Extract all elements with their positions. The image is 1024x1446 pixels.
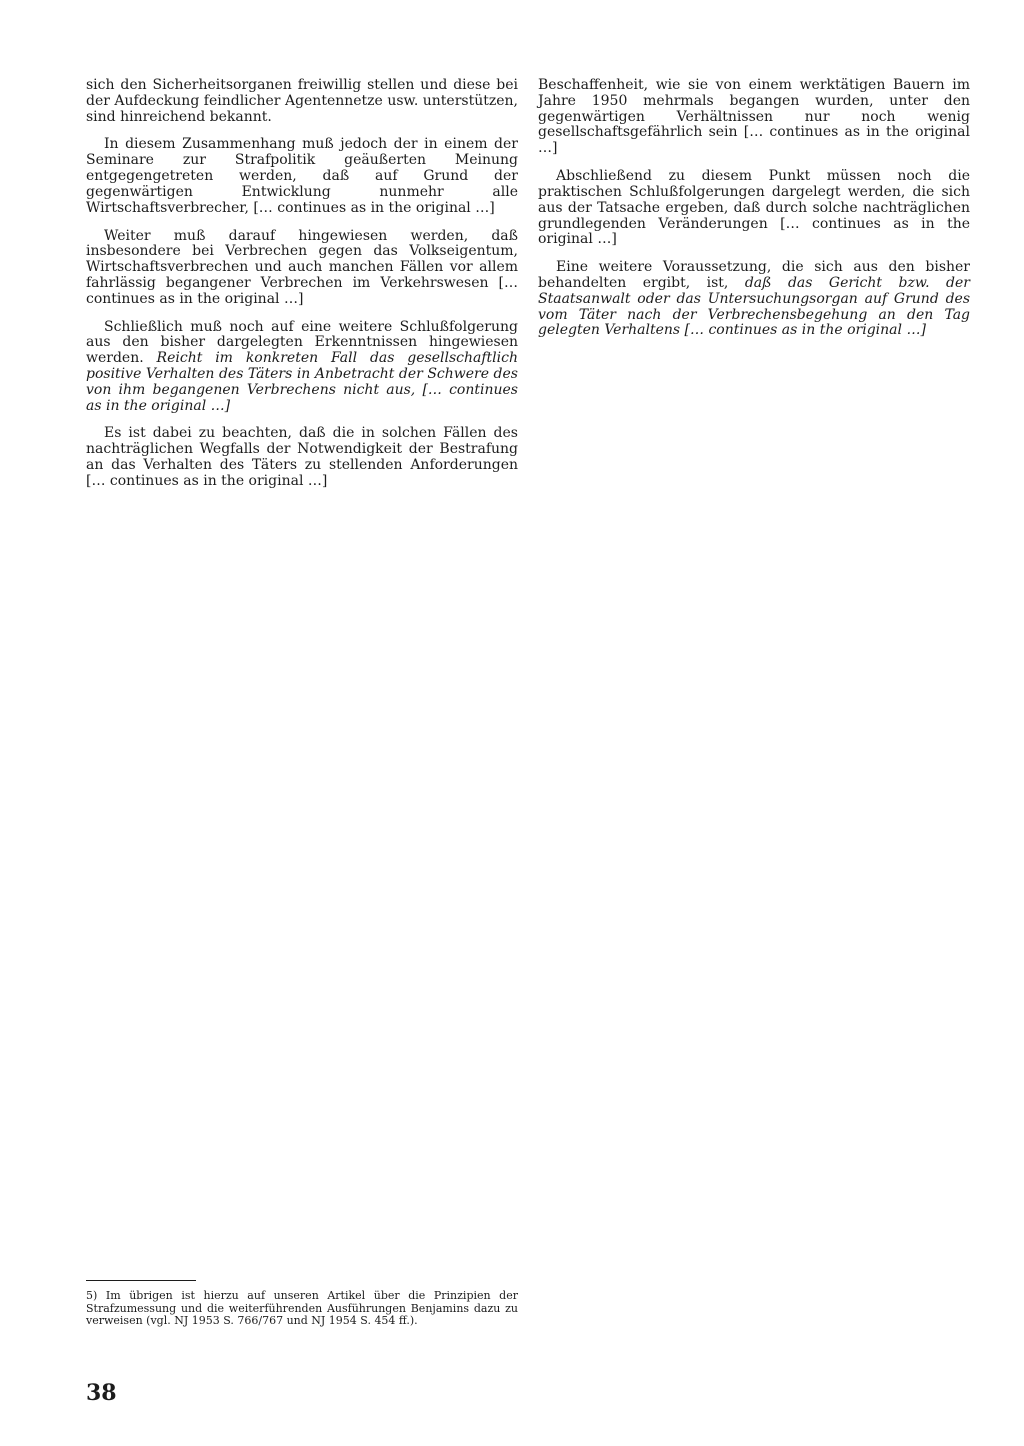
paragraph-r2 [538,169,970,248]
text-run: In diesem Zusammenhang muß jedoch der in einem der Seminare zur Strafpolitik geäußerten Meinung entgegengetreten werden, daß auf Grund der gegenwärtigen Entwicklung nunmehr alle Wirtschaftsverbrecher, [… continues as in the original …] [86,136,518,216]
paragraph-p4 [86,320,518,415]
footnote-separator [86,1280,196,1281]
footnote: 5) Im übrigen ist hierzu auf unseren Artikel über die Prinzipien der Strafzumessung und die weiterführenden Ausführungen Benjamins dazu zu verweisen (vgl. NJ 1953 S. 766/767 und NJ 1954 S. 454 ff.). [86,1289,518,1328]
paragraph-r3 [538,260,970,339]
paragraph-p3 [86,229,518,308]
text-run: Es ist dabei zu beachten, daß die in solchen Fällen des nachträglichen Wegfalls der Notwendigkeit der Bestrafung an das Verhalten des Täters zu stellenden Anforderungen [… continues as in the original …] [86,425,518,489]
paragraph-p5 [86,426,518,489]
text-run: Schließlich muß noch auf eine weitere Schlußfolgerung aus den bisher dargelegten Erkenntnissen hingewiesen werden. [86,318,518,367]
right-text-column [538,78,970,351]
text-run: Beschaffenheit, wie sie von einem werktätigen Bauern im Jahre 1950 mehrmals begangen wurden, unter den gegenwärtigen Verhältnissen nur noch wenig gesellschaftsgefährlich sein [… continues as in the original …] [538,77,970,157]
text-run: Weiter muß darauf hingewiesen werden, daß insbesondere bei Verbrechen gegen das Volkseigentum, Wirtschaftsverbrechen und auch manchen Fällen vor allem fahrlässig begangener Verbrechen im Verkehrswesen [… continues as in the original …] [86,227,518,307]
text-run: sich den Sicherheitsorganen freiwillig stellen und diese bei der Aufdeckung feindlicher Agentennetze usw. unterstützen, sind hinreichend bekannt. [86,77,518,125]
paragraph-p1 [86,78,518,125]
italic-text-run: daß das Gericht bzw. der Staatsanwalt oder das Untersuchungsorgan auf Grund des vom Täter nach der Verbrechensbegehung an den Tag gelegten Verhaltens [… continues as in the original …] [538,274,970,339]
italic-text-run: Reicht im konkreten Fall das gesellschaftlich positive Verhalten des Täters in Anbetracht der Schwere des von ihm begangenen Verbrechens nicht aus, [… continues as in the original …] [86,350,518,414]
paragraph-r1 [538,78,970,157]
paragraph-p2 [86,137,518,216]
text-run: Eine weitere Voraussetzung, die sich aus den bisher behandelten ergibt, ist, [538,259,970,291]
text-run: Abschließend zu diesem Punkt müssen noch die praktischen Schlußfolgerungen dargelegt werden, die sich aus der Tatsache ergeben, daß durch solche nachträglichen grundlegenden Veränderungen [… continues as in the original …] [538,168,970,248]
left-text-column [86,78,518,502]
page-number: 38 [86,1380,117,1406]
